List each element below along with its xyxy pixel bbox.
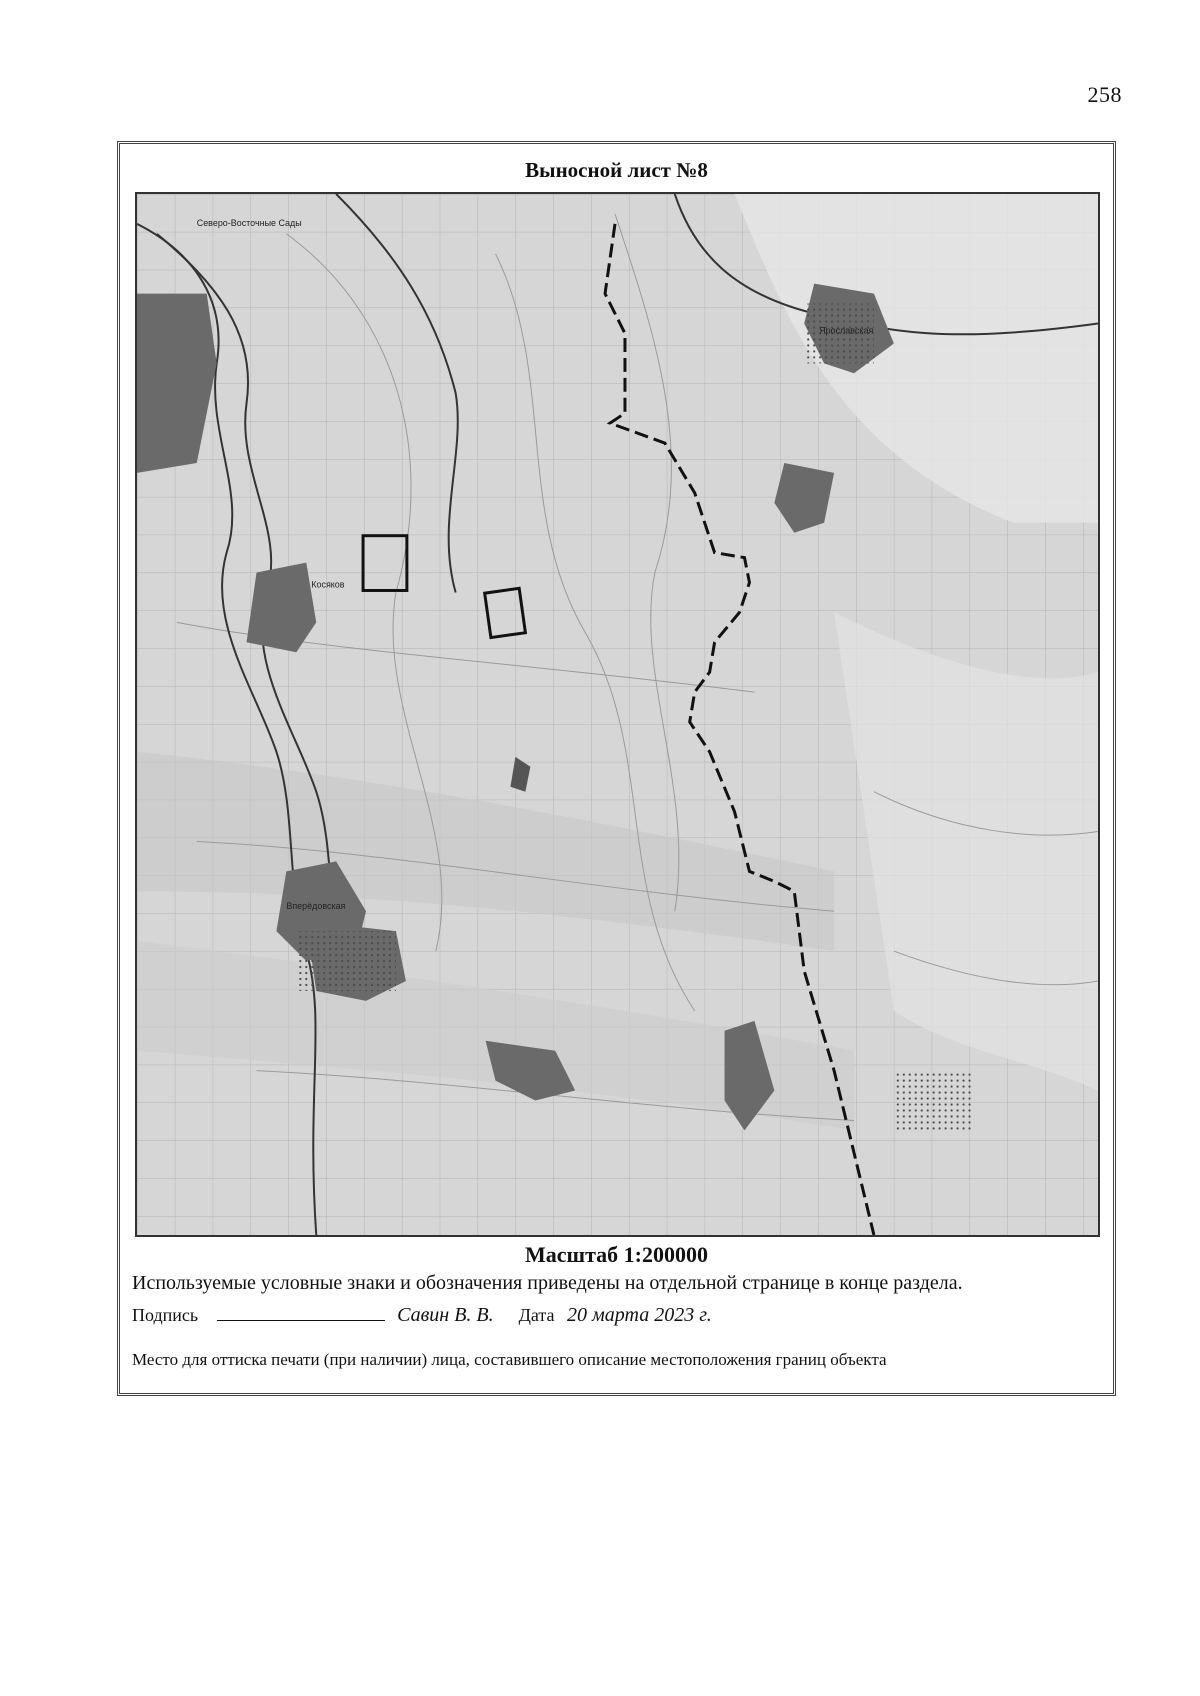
- sheet-frame: [117, 141, 1116, 1396]
- stamp-place-text: Место для оттиска печати (при наличии) лица, составившего описание местоположения границ объекта: [132, 1350, 887, 1369]
- sheet-title: Выносной лист №8: [525, 158, 708, 182]
- date-value: 20 марта 2023 г.: [567, 1304, 712, 1326]
- map-label-settlement-ne: Ярославская: [819, 325, 874, 336]
- map-label-settlement-nw: Северо-Восточные Сады: [196, 217, 302, 228]
- date-label: Дата: [518, 1305, 555, 1325]
- map-label-settlement-sw: Вперёдовская: [286, 901, 346, 912]
- signature-line: [132, 1304, 712, 1327]
- map-label-settlement-w: Косяков: [311, 579, 345, 590]
- signer-name: Савин В. В.: [397, 1304, 494, 1326]
- signature-label: Подпись: [132, 1305, 199, 1325]
- legend-note: Используемые условные знаки и обозначения приведены на отдельной странице в конце раздела.: [132, 1272, 963, 1294]
- topographic-map: [135, 192, 1100, 1237]
- map-scale: Масштаб 1:200000: [524, 1242, 708, 1267]
- signature-blank: [217, 1306, 385, 1321]
- page-number: 258: [1087, 82, 1122, 107]
- map-drawing: [137, 194, 1098, 1235]
